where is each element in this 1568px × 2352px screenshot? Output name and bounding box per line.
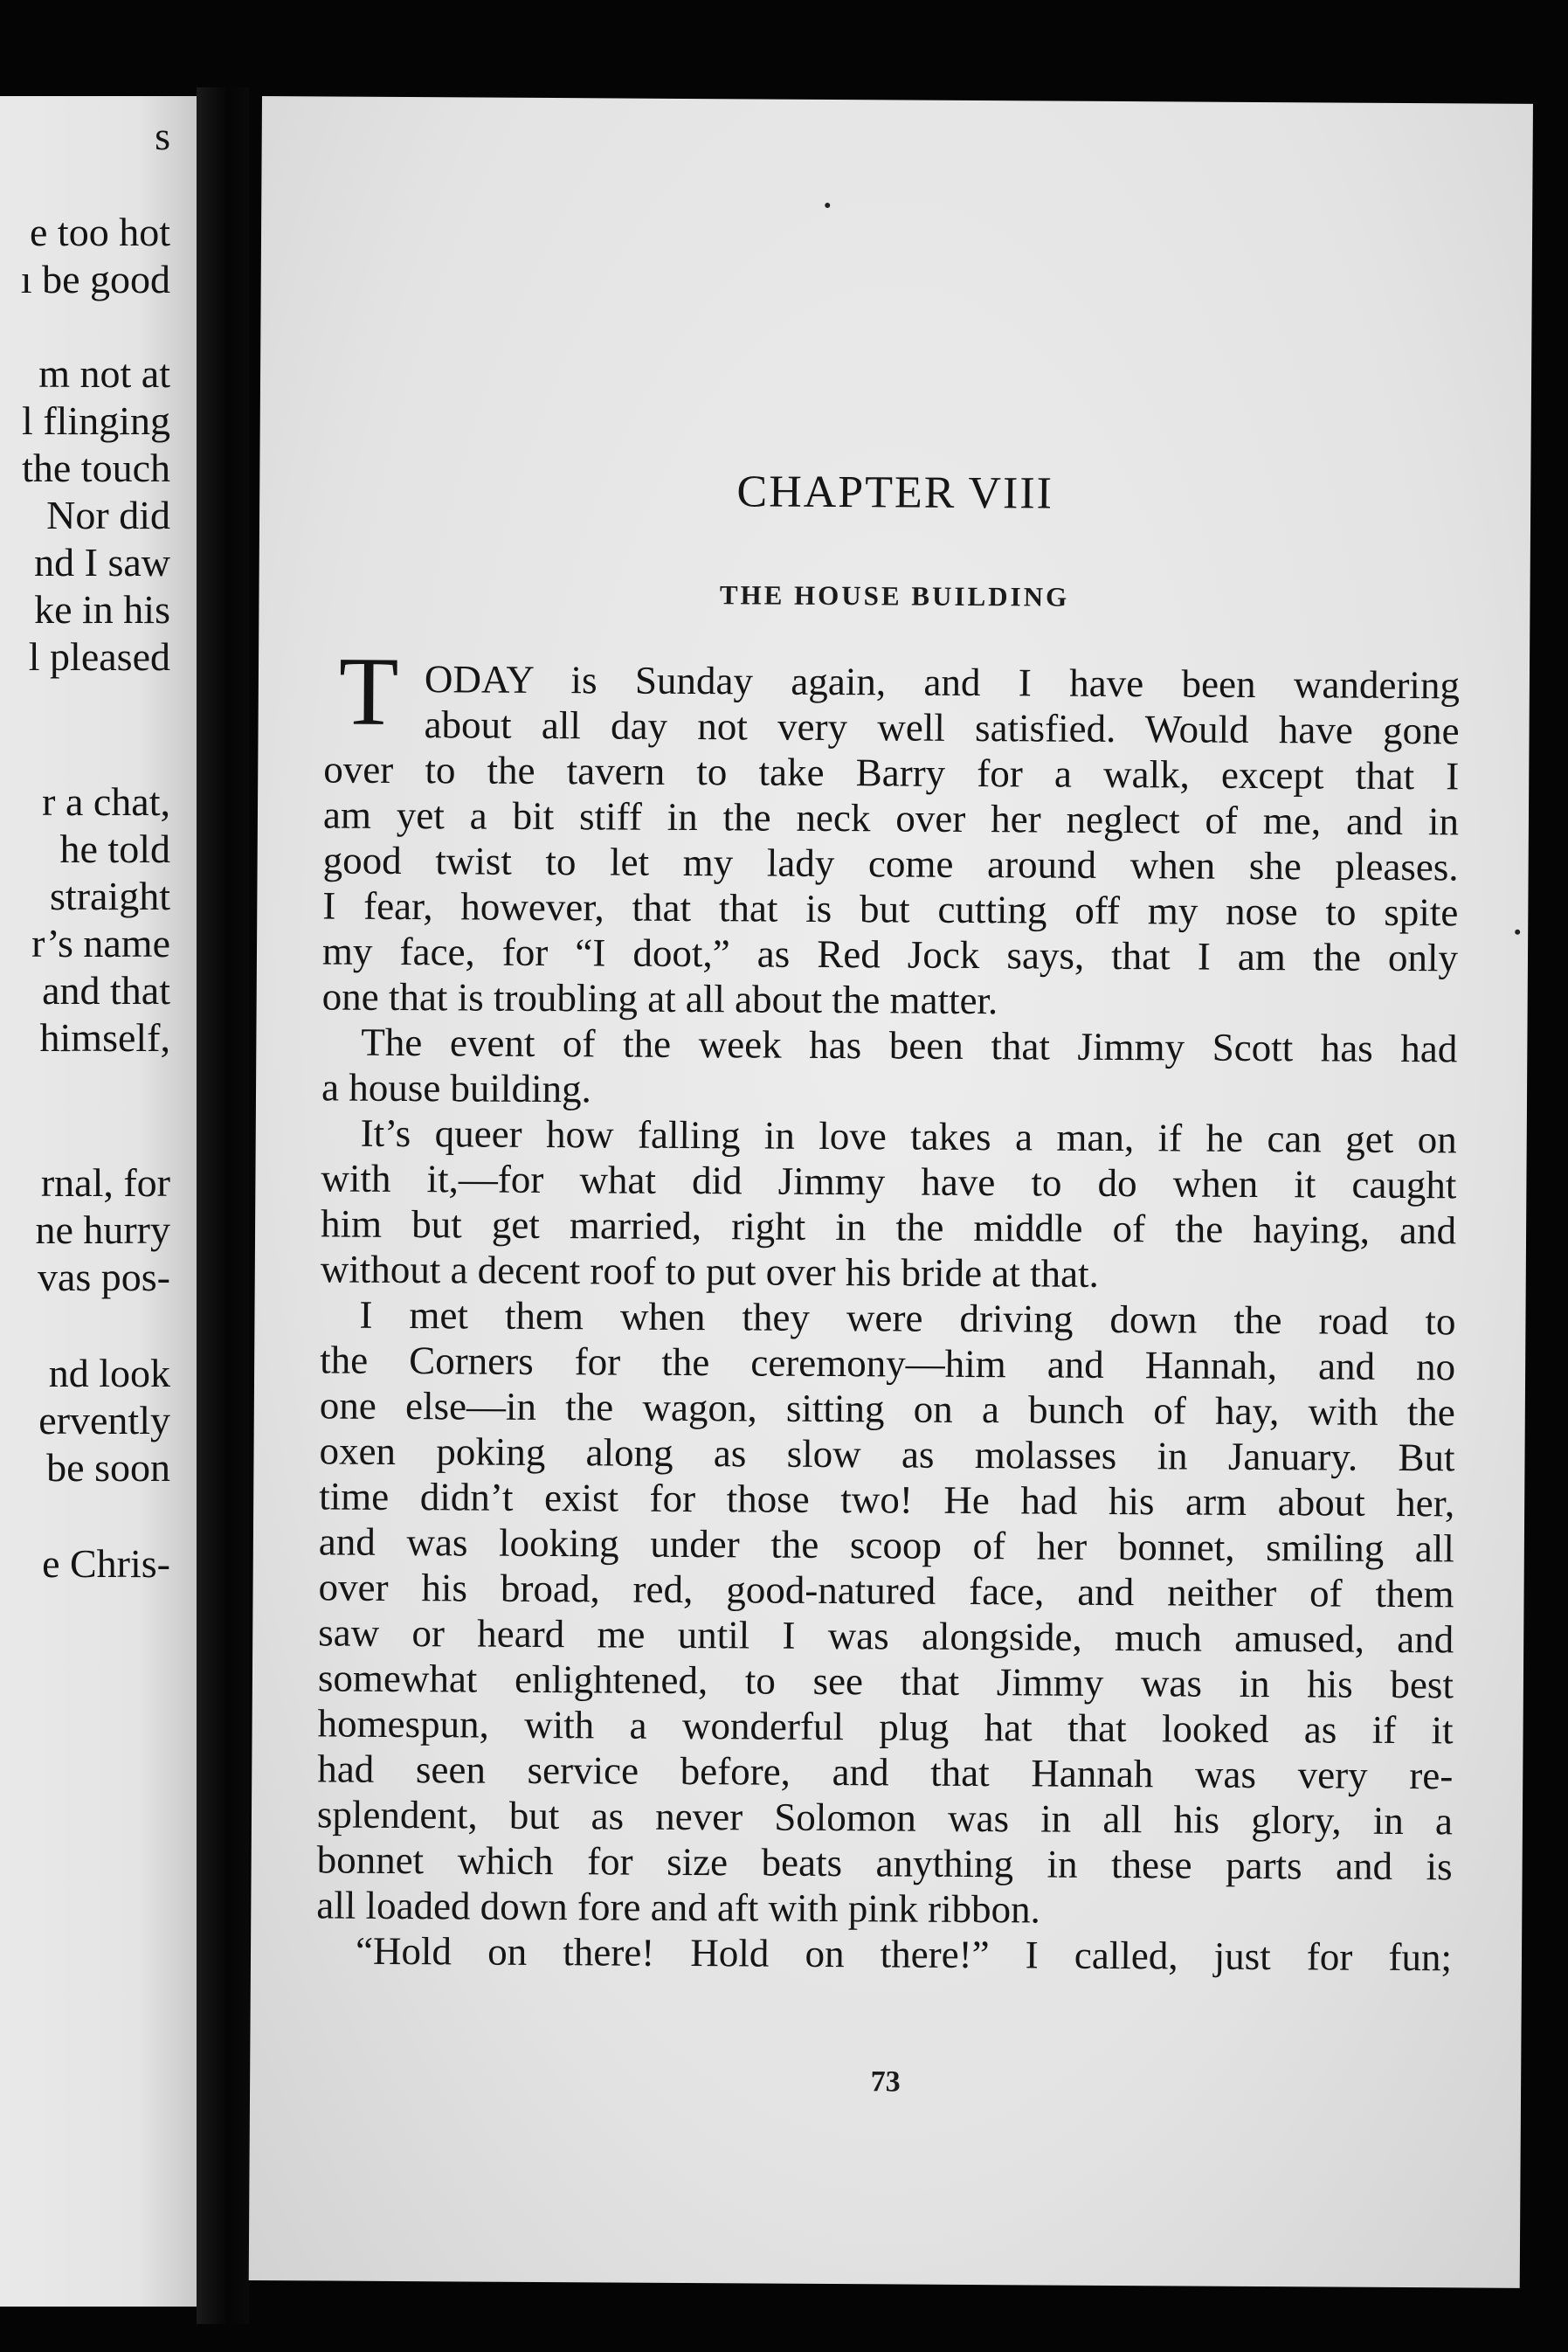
drop-cap: T (338, 637, 399, 746)
body-line: splendent, but as never Solomon was in all his glory, in a (316, 1792, 1454, 1844)
left-page-line: ervently (38, 1398, 170, 1442)
left-page-line: e too hot (30, 210, 170, 254)
book-gutter-shadow (197, 87, 249, 2324)
page-number: 73 (870, 2065, 901, 2099)
body-line: oxen poking along as slow as molasses in January. But (319, 1428, 1455, 1480)
body-line: good twist to let my lady come around when she pleases. (322, 838, 1459, 889)
left-page-line: l pleased (28, 634, 170, 679)
left-page-line: vas pos- (37, 1255, 170, 1299)
left-page-line: himself, (39, 1015, 170, 1060)
body-line: about all day not very well satisfied. Would have gone (424, 702, 1460, 753)
body-line: one that is troubling at all about the matter. (321, 974, 998, 1023)
body-line: a house building. (321, 1065, 591, 1111)
ink-speck (825, 203, 830, 208)
body-line: all loaded down fore and aft with pink ribbon. (316, 1883, 1041, 1932)
body-line: saw or heard me until I was alongside, much amused, and (318, 1610, 1454, 1662)
left-page-line: he told (59, 827, 170, 871)
left-page-line: the touch (22, 446, 170, 490)
body-line: time didn’t exist for those two! He had his arm about her, (319, 1474, 1455, 1525)
body-line: homespun, with a wonderful plug hat that looked as if it (317, 1701, 1454, 1753)
body-line: with it,—for what did Jimmy have to do when it caught (321, 1156, 1457, 1207)
body-line: without a decent roof to put over his bride at that. (320, 1247, 1099, 1296)
body-line: I fear, however, that that is but cutting off my nose to spite (322, 883, 1459, 935)
body-line: my face, for “I doot,” as Red Jock says, that I am the only (321, 929, 1459, 980)
ink-speck (1515, 930, 1520, 935)
left-page-line: m not at (38, 351, 170, 396)
body-line: over his broad, red, good-natured face, and neither of them (318, 1565, 1454, 1616)
chapter-subtitle: THE HOUSE BUILDING (719, 579, 1070, 612)
left-page-line: s (155, 114, 170, 158)
body-line: bonnet which for size beats anything in these parts and is (316, 1837, 1453, 1889)
left-page-line: r a chat, (42, 779, 170, 824)
left-page-line: nd look (48, 1351, 170, 1395)
left-page-line: rnal, for (40, 1160, 170, 1205)
body-line: had seen service before, and that Hannah was very re- (317, 1747, 1454, 1798)
left-page-line: ne hurry (35, 1207, 170, 1252)
left-page-line: nd I saw (34, 540, 170, 585)
left-page-line: straight (50, 874, 170, 918)
left-page-fragment (0, 96, 197, 2307)
body-line: the Corners for the ceremony—him and Hannah, and no (320, 1338, 1456, 1389)
body-line: over to the tavern to take Barry for a walk, except that I (323, 747, 1460, 799)
body-line: one else—in the wagon, sitting on a bunch of hay, with the (319, 1383, 1455, 1435)
body-line: ODAY is Sunday again, and I have been wandering (424, 657, 1461, 708)
left-page-line: e Chris- (42, 1541, 170, 1586)
main-page (249, 96, 1533, 2288)
body-line: and was looking under the scoop of her bonnet, smiling all (318, 1519, 1455, 1571)
body-line: It’s queer how falling in love takes a man, if he can get on (360, 1110, 1457, 1162)
left-page-line: ı be good (20, 257, 170, 301)
left-page-line: be soon (46, 1445, 170, 1490)
body-line: somewhat enlightened, to see that Jimmy was in his best (317, 1656, 1454, 1707)
left-page-line: ke in his (34, 587, 170, 632)
body-line: him but get married, right in the middle of the haying, and (320, 1201, 1457, 1253)
left-page-line: and that (42, 968, 170, 1013)
body-line: The event of the week has been that Jimmy Scott has had (361, 1020, 1458, 1071)
body-line: “Hold on there! Hold on there!” I called, just for fun; (355, 1928, 1453, 1980)
left-page-line: l flinging (22, 398, 170, 443)
left-page-line: Nor did (46, 493, 170, 537)
body-line: I met them when they were driving down the road to (359, 1292, 1456, 1344)
chapter-title: CHAPTER VIII (736, 467, 1054, 519)
left-page-line: r’s name (31, 921, 170, 965)
body-line: am yet a bit stiff in the neck over her neglect of me, and in (322, 792, 1460, 844)
